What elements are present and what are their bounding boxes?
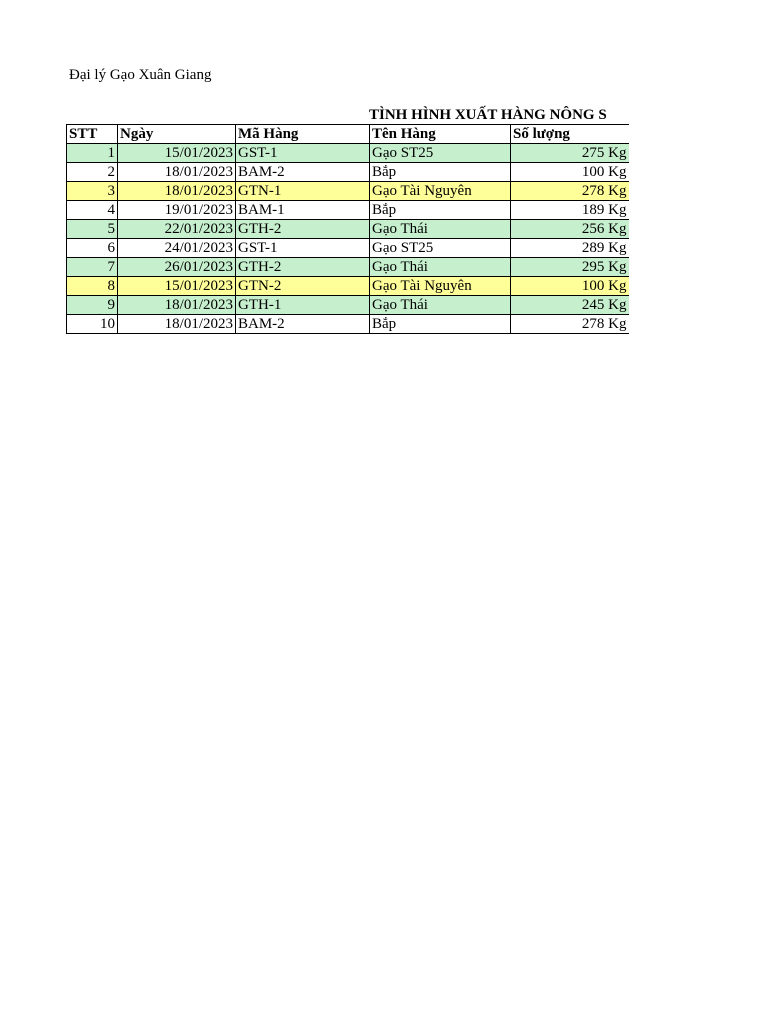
cell-code: GTN-1 bbox=[236, 182, 370, 201]
cell-date: 26/01/2023 bbox=[118, 258, 236, 277]
cell-code: BAM-2 bbox=[236, 163, 370, 182]
cell-qty: 256 Kg bbox=[511, 220, 629, 239]
table-row bbox=[67, 277, 629, 296]
col-header-name: Tên Hàng bbox=[370, 125, 511, 144]
table-row bbox=[67, 239, 629, 258]
cell-stt: 3 bbox=[67, 182, 118, 201]
cell-date: 15/01/2023 bbox=[118, 144, 236, 163]
col-header-code: Mã Hàng bbox=[236, 125, 370, 144]
cell-code: GST-1 bbox=[236, 239, 370, 258]
table-row bbox=[67, 201, 629, 220]
cell-date: 18/01/2023 bbox=[118, 163, 236, 182]
table-row bbox=[67, 220, 629, 239]
cell-qty: 278 Kg bbox=[511, 315, 629, 334]
report-title-container bbox=[369, 105, 628, 125]
cell-code: GTH-1 bbox=[236, 296, 370, 315]
table-row bbox=[67, 296, 629, 315]
cell-qty: 289 Kg bbox=[511, 239, 629, 258]
cell-name: Gạo ST25 bbox=[370, 144, 511, 163]
cell-code: GTN-2 bbox=[236, 277, 370, 296]
cell-date: 24/01/2023 bbox=[118, 239, 236, 258]
company-name: Đại lý Gạo Xuân Giang bbox=[69, 67, 212, 83]
col-header-stt: STT bbox=[67, 125, 118, 144]
cell-stt: 1 bbox=[67, 144, 118, 163]
cell-name: Gạo Tài Nguyên bbox=[370, 277, 511, 296]
cell-qty: 275 Kg bbox=[511, 144, 629, 163]
cell-code: GST-1 bbox=[236, 144, 370, 163]
cell-stt: 4 bbox=[67, 201, 118, 220]
cell-name: Gạo Thái bbox=[370, 296, 511, 315]
cell-date: 15/01/2023 bbox=[118, 277, 236, 296]
header-row bbox=[67, 125, 629, 144]
cell-stt: 5 bbox=[67, 220, 118, 239]
cell-qty: 100 Kg bbox=[511, 277, 629, 296]
cell-stt: 8 bbox=[67, 277, 118, 296]
cell-date: 18/01/2023 bbox=[118, 315, 236, 334]
cell-date: 18/01/2023 bbox=[118, 182, 236, 201]
cell-qty: 295 Kg bbox=[511, 258, 629, 277]
cell-stt: 10 bbox=[67, 315, 118, 334]
cell-code: BAM-2 bbox=[236, 315, 370, 334]
cell-code: BAM-1 bbox=[236, 201, 370, 220]
cell-name: Gạo Tài Nguyên bbox=[370, 182, 511, 201]
cell-code: GTH-2 bbox=[236, 258, 370, 277]
cell-name: Bắp bbox=[370, 315, 511, 334]
table-row bbox=[67, 258, 629, 277]
cell-qty: 278 Kg bbox=[511, 182, 629, 201]
cell-qty: 245 Kg bbox=[511, 296, 629, 315]
cell-name: Bắp bbox=[370, 163, 511, 182]
cell-name: Gạo Thái bbox=[370, 220, 511, 239]
cell-name: Gạo Thái bbox=[370, 258, 511, 277]
cell-name: Bắp bbox=[370, 201, 511, 220]
report-title: TÌNH HÌNH XUẤT HÀNG NÔNG S bbox=[369, 107, 607, 123]
table-row bbox=[67, 144, 629, 163]
table-body bbox=[67, 144, 629, 334]
cell-name: Gạo ST25 bbox=[370, 239, 511, 258]
cell-date: 18/01/2023 bbox=[118, 296, 236, 315]
cell-stt: 9 bbox=[67, 296, 118, 315]
table-row bbox=[67, 315, 629, 334]
export-table bbox=[66, 124, 629, 334]
cell-stt: 6 bbox=[67, 239, 118, 258]
cell-date: 19/01/2023 bbox=[118, 201, 236, 220]
col-header-date: Ngày bbox=[118, 125, 236, 144]
cell-qty: 100 Kg bbox=[511, 163, 629, 182]
table-row bbox=[67, 163, 629, 182]
cell-stt: 2 bbox=[67, 163, 118, 182]
cell-code: GTH-2 bbox=[236, 220, 370, 239]
cell-date: 22/01/2023 bbox=[118, 220, 236, 239]
cell-stt: 7 bbox=[67, 258, 118, 277]
table-row bbox=[67, 182, 629, 201]
cell-qty: 189 Kg bbox=[511, 201, 629, 220]
col-header-qty: Số lượng bbox=[511, 125, 629, 144]
